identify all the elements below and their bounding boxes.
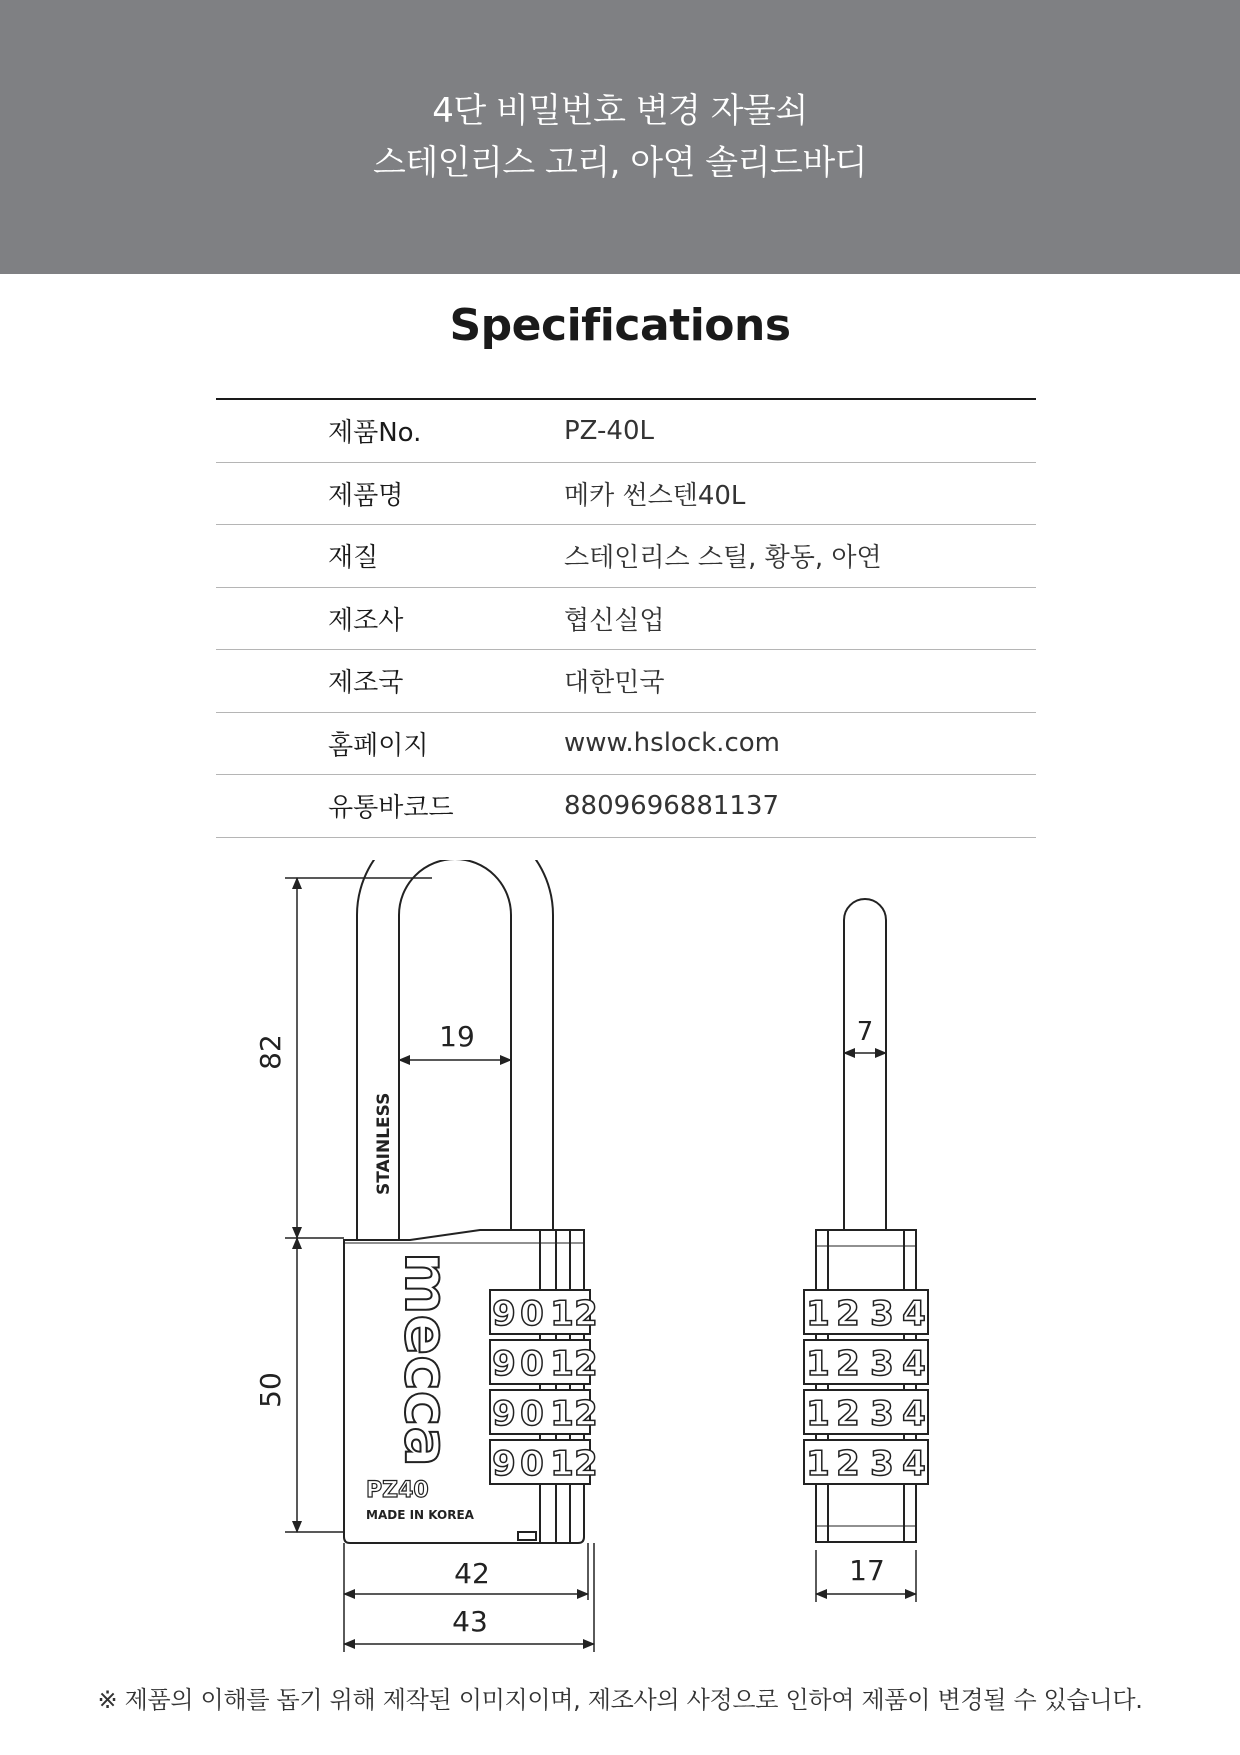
side-dial-row xyxy=(804,1290,928,1334)
header-banner xyxy=(0,0,1240,274)
side-dial-row xyxy=(804,1340,928,1384)
dim-50-label: 50 xyxy=(254,1372,287,1408)
header-title-line2: 스테인리스 고리, 아연 솔리드바디 xyxy=(372,143,868,183)
spec-label: 재질 xyxy=(328,543,379,574)
dial-digit: 4 xyxy=(902,1394,926,1434)
spec-table xyxy=(216,398,1036,838)
spec-value: www.hslock.com xyxy=(564,728,780,759)
dial-digit: 1 xyxy=(806,1444,830,1484)
spec-title: Specifications xyxy=(449,300,791,351)
dial-digit: 0 xyxy=(520,1344,544,1384)
padlock-dimension-diagram xyxy=(0,860,1240,1690)
side-dial-row xyxy=(804,1390,928,1434)
dial-digit: 1 xyxy=(550,1394,574,1434)
model-label: PZ40 xyxy=(366,1478,429,1503)
header-title-line1: 4단 비밀번호 변경 자물쇠 xyxy=(432,91,808,131)
dial-digit: 3 xyxy=(870,1344,894,1384)
spec-label: 홈페이지 xyxy=(328,730,429,761)
dial-digit: 2 xyxy=(836,1444,860,1484)
dial-digit: 2 xyxy=(574,1294,598,1334)
dial-digit: 2 xyxy=(836,1394,860,1434)
dial-digit: 4 xyxy=(902,1294,926,1334)
dial-digit: 9 xyxy=(492,1394,516,1434)
dial-digit: 9 xyxy=(492,1444,516,1484)
dial-digit: 4 xyxy=(902,1344,926,1384)
disclaimer-footnote: ※ 제품의 이해를 돕기 위해 제작된 이미지이며, 제조사의 사정으로 인하여 제품이 변경될 수 있습니다. xyxy=(97,1686,1143,1714)
spec-value: 협신실업 xyxy=(564,605,665,636)
dim-42-label: 42 xyxy=(454,1557,490,1590)
spec-value: PZ-40L xyxy=(564,415,654,446)
dial-digit: 2 xyxy=(836,1344,860,1384)
spec-label: 제품No. xyxy=(328,418,422,449)
spec-value: 대한민국 xyxy=(564,668,665,699)
spec-label: 유통바코드 xyxy=(328,793,454,824)
front-dial-row xyxy=(490,1290,598,1334)
front-dial-row xyxy=(490,1440,598,1484)
padlock-drawing xyxy=(0,860,1240,1690)
side-body xyxy=(816,1230,916,1542)
dial-digit: 1 xyxy=(550,1294,574,1334)
spec-row xyxy=(216,775,1036,838)
dim-7-label: 7 xyxy=(856,1017,874,1047)
side-dial-row xyxy=(804,1440,928,1484)
dial-digit: 2 xyxy=(836,1294,860,1334)
dial-digit: 1 xyxy=(806,1394,830,1434)
dial-digit: 0 xyxy=(520,1394,544,1434)
dial-digit: 1 xyxy=(550,1344,574,1384)
spec-value: 스테인리스 스틸, 황동, 아연 xyxy=(564,543,882,574)
dial-digit: 2 xyxy=(574,1344,598,1384)
spec-label: 제품명 xyxy=(328,480,404,511)
dial-digit: 3 xyxy=(870,1294,894,1334)
dial-digit: 3 xyxy=(870,1394,894,1434)
front-dial-row xyxy=(490,1390,598,1434)
dial-digit: 1 xyxy=(806,1294,830,1334)
side-shackle xyxy=(844,899,886,1230)
dial-digit: 0 xyxy=(520,1294,544,1334)
dim-82-label: 82 xyxy=(254,1034,287,1070)
spec-row xyxy=(216,400,1036,463)
spec-row xyxy=(216,650,1036,713)
dim-17-label: 17 xyxy=(849,1554,885,1587)
dial-digit: 3 xyxy=(870,1444,894,1484)
spec-value: 메카 썬스텐40L xyxy=(564,480,746,511)
spec-row xyxy=(216,525,1036,588)
dial-digit: 2 xyxy=(574,1394,598,1434)
dim-43-label: 43 xyxy=(452,1605,488,1638)
dim-19-label: 19 xyxy=(439,1020,475,1053)
dial-digit: 9 xyxy=(492,1344,516,1384)
spec-row xyxy=(216,463,1036,526)
dial-digit: 1 xyxy=(806,1344,830,1384)
dial-digit: 4 xyxy=(902,1444,926,1484)
dial-digit: 1 xyxy=(550,1444,574,1484)
dial-digit: 0 xyxy=(520,1444,544,1484)
brand-logo: mecca xyxy=(391,1252,461,1467)
made-in-label: MADE IN KOREA xyxy=(366,1508,474,1522)
spec-label: 제조사 xyxy=(328,605,404,636)
spec-label: 제조국 xyxy=(328,668,404,699)
spec-value: 8809696881137 xyxy=(564,790,780,821)
front-dial-row xyxy=(490,1340,598,1384)
dial-digit: 9 xyxy=(492,1294,516,1334)
spec-row xyxy=(216,588,1036,651)
shackle-stainless-text: STAINLESS xyxy=(374,1092,394,1195)
spec-row xyxy=(216,713,1036,776)
dial-digit: 2 xyxy=(574,1444,598,1484)
